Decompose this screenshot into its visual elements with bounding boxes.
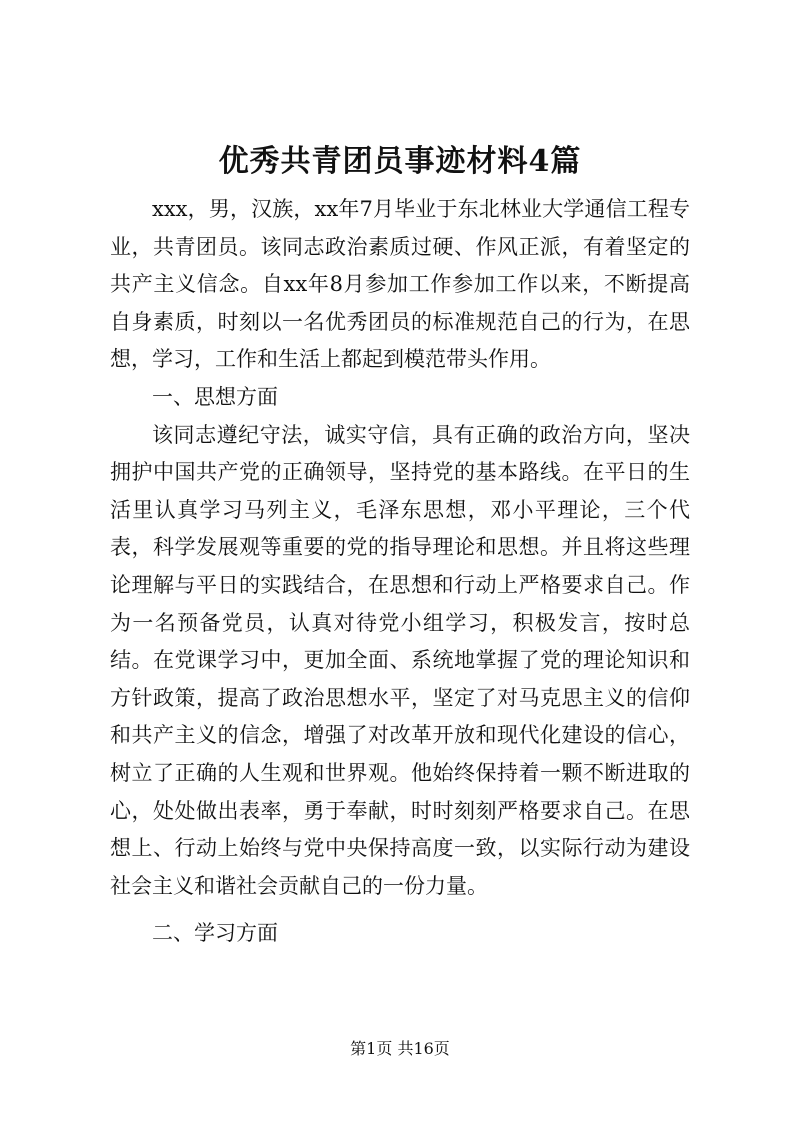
section-heading-thought: 一、思想方面: [152, 384, 278, 409]
paragraph-gap: [110, 905, 690, 915]
page-number-footer: 第1页 共16页: [350, 1039, 450, 1058]
intro-paragraph: xxx，男，汉族，xx年7月毕业于东北林业大学通信工程专业，共青团员。该同志政治素质过硬、作风正派，有着坚定的共产主义信念。自xx年8月参加工作参加工作以来，不断提高自身素质，时刻以一名优秀团员的标准规范自己的行为，在思想，学习，工作和生活上都起到模范带头作用。: [110, 197, 690, 372]
document-title: 优秀共青团员事迹材料4篇: [218, 144, 582, 179]
section-body-thought: 该同志遵纪守法，诚实守信，具有正确的政治方向，坚决拥护中国共产党的正确领导，坚持党的基本路线。在平日的生活里认真学习马列主义，毛泽东思想，邓小平理论，三个代表，科学发展观等重要的党的指导理论和思想。并且将这些理论理解与平日的实践结合，在思想和行动上严格要求自己。作为一名预备党员，认真对待党小组学习，积极发言，按时总结。在党课学习中，更加全面、系统地掌握了党的理论知识和方针政策，提高了政治思想水平，坚定了对马克思主义的信仰和共产主义的信念，增强了对改革开放和现代化建设的信心，树立了正确的人生观和世界观。他始终保持着一颗不断进取的心，处处做出表率，勇于奉献，时时刻刻严格要求自己。在思想上、行动上始终与党中央保持高度一致，以实际行动为建设社会主义和谐社会贡献自己的一份力量。: [110, 422, 690, 898]
document-body: [110, 191, 690, 953]
section-heading-study: 二、学习方面: [152, 921, 278, 946]
